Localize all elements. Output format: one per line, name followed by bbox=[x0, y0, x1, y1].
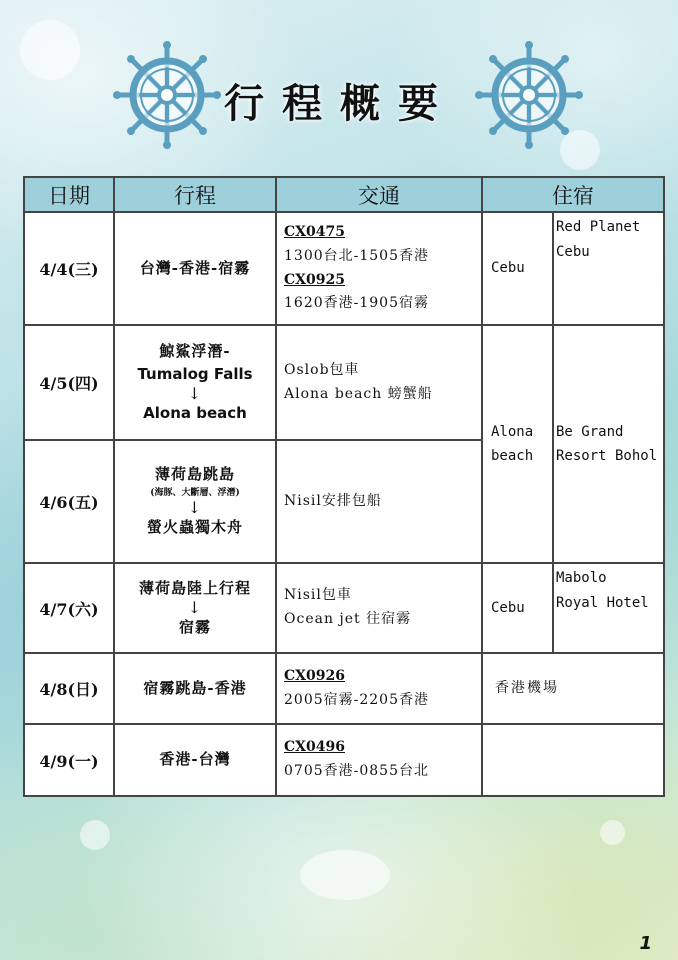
trip-line: 鯨鯊浮潛- bbox=[159, 341, 231, 360]
transport-line: Nisil包車 bbox=[284, 587, 352, 604]
trip-cell: 台灣-香港-宿霧 bbox=[114, 212, 276, 325]
city-cell bbox=[482, 325, 553, 563]
flight-number: CX0475 bbox=[284, 223, 345, 240]
hotel-name: Be Grand bbox=[556, 423, 624, 440]
transport-cell bbox=[276, 724, 482, 796]
hotel-name: Royal Hotel bbox=[556, 594, 649, 611]
date-cell: 4/6(五) bbox=[24, 440, 114, 563]
date-cell: 4/9(一) bbox=[24, 724, 114, 796]
trip-line: 螢火蟲獨木舟 bbox=[146, 518, 243, 537]
page-title: 行程概要 bbox=[224, 81, 456, 127]
header-stay: 住宿 bbox=[482, 177, 664, 212]
down-arrow-icon: ↓ bbox=[187, 384, 203, 404]
hotel-cell bbox=[553, 563, 664, 653]
page-header bbox=[0, 30, 678, 160]
date-cell: 4/8(日) bbox=[24, 653, 114, 724]
header-transport: 交通 bbox=[276, 177, 482, 212]
hotel-name: Cebu bbox=[556, 243, 590, 260]
trip-line: 宿霧 bbox=[178, 618, 211, 636]
flight-time: 1300台北-1505香港 bbox=[284, 247, 429, 264]
table-row bbox=[24, 724, 664, 796]
trip-cell bbox=[114, 563, 276, 653]
background-splash bbox=[80, 820, 110, 850]
trip-line: Alona beach bbox=[143, 404, 247, 423]
transport-cell bbox=[276, 325, 482, 440]
down-arrow-icon: ↓ bbox=[187, 498, 203, 518]
table-row bbox=[24, 212, 664, 325]
flight-number: CX0926 bbox=[284, 667, 345, 684]
hotel-cell bbox=[553, 325, 664, 563]
page-number: 1 bbox=[639, 933, 652, 954]
table-row bbox=[24, 563, 664, 653]
header-trip: 行程 bbox=[114, 177, 276, 212]
transport-line: Ocean jet 往宿霧 bbox=[284, 611, 412, 627]
trip-cell bbox=[114, 325, 276, 440]
hotel-name: Resort Bohol bbox=[556, 448, 658, 464]
down-arrow-icon: ↓ bbox=[187, 598, 203, 617]
hotel-cell bbox=[553, 212, 664, 325]
city-cell: Cebu bbox=[482, 563, 553, 653]
table-row bbox=[24, 325, 664, 440]
date-cell: 4/5(四) bbox=[24, 325, 114, 440]
date-cell: 4/4(三) bbox=[24, 212, 114, 325]
transport-line: Alona beach 螃蟹船 bbox=[284, 385, 433, 402]
trip-line: 薄荷島陸上行程 bbox=[138, 578, 251, 597]
city-name: beach bbox=[491, 448, 534, 464]
transport-cell bbox=[276, 212, 482, 325]
flight-number: CX0925 bbox=[284, 271, 345, 288]
trip-line: 薄荷島跳島 bbox=[154, 465, 235, 484]
city-cell: Cebu bbox=[482, 212, 553, 325]
trip-line: Tumalog Falls bbox=[137, 364, 253, 383]
trip-note: (海豚、大斷層、浮潛) bbox=[150, 487, 240, 498]
transport-cell: Nisil安排包船 bbox=[276, 440, 482, 563]
city-name: Alona bbox=[491, 423, 534, 440]
trip-cell bbox=[114, 440, 276, 563]
trip-cell: 宿霧跳島-香港 bbox=[114, 653, 276, 724]
transport-cell bbox=[276, 653, 482, 724]
transport-cell bbox=[276, 563, 482, 653]
itinerary-table bbox=[23, 176, 665, 797]
date-cell: 4/7(六) bbox=[24, 563, 114, 653]
flight-time: 2005宿霧-2205香港 bbox=[284, 691, 429, 708]
hotel-name: Red Planet bbox=[556, 219, 641, 235]
ship-wheel-icon bbox=[474, 40, 584, 150]
trip-cell: 香港-台灣 bbox=[114, 724, 276, 796]
header-date: 日期 bbox=[24, 177, 114, 212]
flight-time: 1620香港-1905宿霧 bbox=[284, 295, 429, 312]
background-splash bbox=[600, 820, 625, 845]
background-splash bbox=[300, 850, 390, 900]
flight-time: 0705香港-0855台北 bbox=[284, 763, 429, 779]
table-header-row bbox=[24, 177, 664, 212]
stay-cell bbox=[482, 724, 664, 796]
table-row bbox=[24, 653, 664, 724]
stay-cell: 香港機場 bbox=[482, 653, 664, 724]
transport-line: Oslob包車 bbox=[284, 361, 360, 378]
hotel-name: Mabolo bbox=[556, 570, 607, 586]
flight-number: CX0496 bbox=[284, 739, 345, 756]
